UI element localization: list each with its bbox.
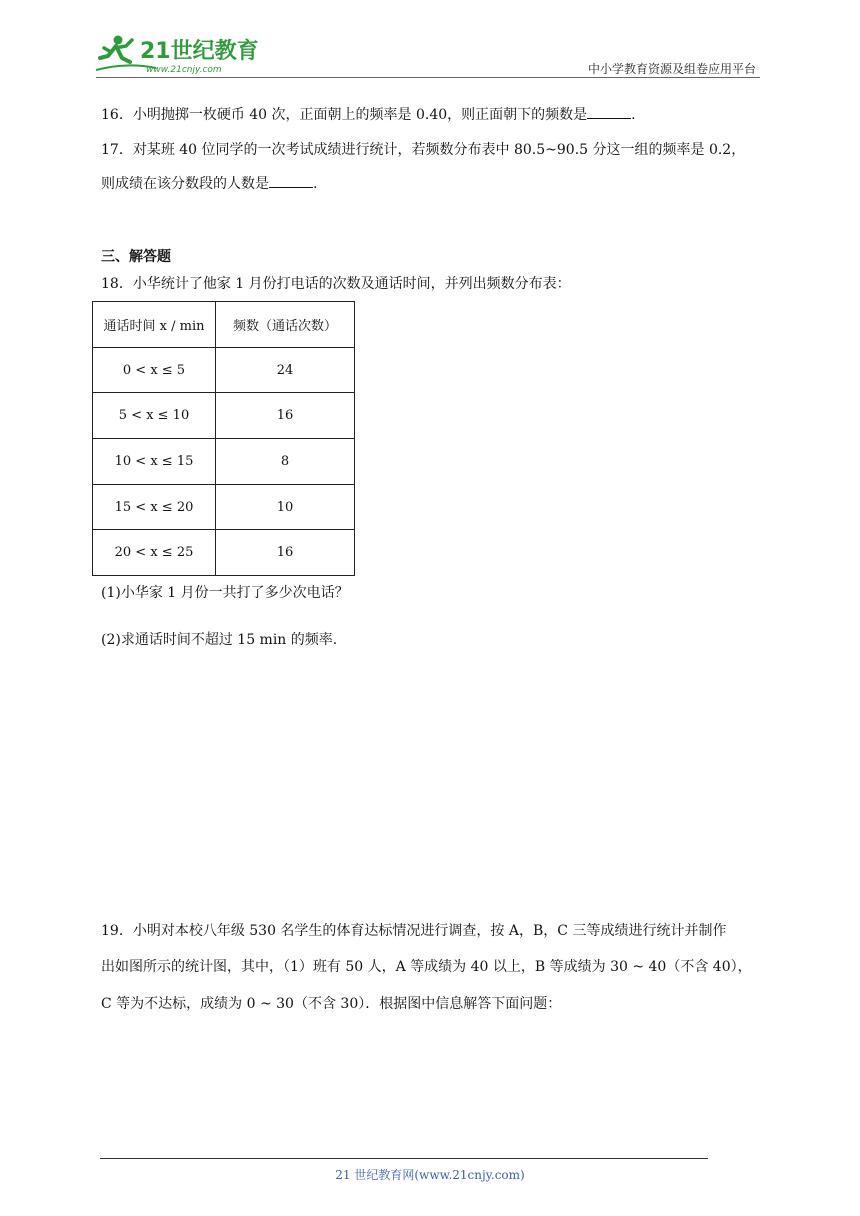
site-logo[interactable] bbox=[96, 32, 266, 76]
page-header bbox=[96, 32, 760, 78]
frequency-table bbox=[92, 301, 355, 576]
table-row bbox=[93, 393, 355, 439]
question-17-end: . bbox=[313, 176, 318, 192]
footer-divider bbox=[100, 1158, 708, 1159]
question-17-line2 bbox=[101, 173, 317, 194]
table-header-row bbox=[93, 302, 355, 348]
table-row bbox=[93, 484, 355, 530]
table-cell-range: 20 < x ≤ 25 bbox=[93, 530, 216, 576]
question-19-line1: 19．小明对本校八年级 530 名学生的体育达标情况进行调查，按 A，B，C 三等成绩进行统计并制作 bbox=[101, 923, 727, 939]
runner-logo-icon bbox=[96, 32, 266, 76]
svg-text:21世纪教育: 21世纪教育 bbox=[140, 39, 259, 64]
table-cell-count: 8 bbox=[216, 439, 355, 485]
table-row bbox=[93, 439, 355, 485]
header-divider bbox=[96, 77, 760, 78]
table-row bbox=[93, 347, 355, 393]
table-cell-range: 5 < x ≤ 10 bbox=[93, 393, 216, 439]
svg-text:www.21cnjy.com: www.21cnjy.com bbox=[146, 65, 222, 75]
question-18-part1: (1)小华家 1 月份一共打了多少次电话？ bbox=[101, 585, 349, 601]
question-17-line1: 17．对某班 40 位同学的一次考试成绩进行统计，若频数分布表中 80.5~90.5 分这一组的频率是 0.2， bbox=[101, 142, 746, 158]
table-header-count: 频数（通话次数） bbox=[216, 302, 355, 348]
answer-blank-17[interactable] bbox=[269, 173, 313, 188]
table-row bbox=[93, 530, 355, 576]
question-18-intro: 18．小华统计了他家 1 月份打电话的次数及通话时间，并列出频数分布表： bbox=[101, 276, 571, 292]
table-cell-range: 15 < x ≤ 20 bbox=[93, 484, 216, 530]
question-18-part2: (2)求通话时间不超过 15 min 的频率. bbox=[101, 632, 338, 648]
question-16 bbox=[101, 104, 636, 125]
question-17-text: 则成绩在该分数段的人数是 bbox=[101, 176, 269, 192]
table-cell-count: 10 bbox=[216, 484, 355, 530]
question-19-line2: 出如图所示的统计图，其中，（1）班有 50 人，A 等成绩为 40 以上，B 等成绩为 30 ~ 40（不含 40）， bbox=[101, 959, 752, 975]
question-16-text: 16．小明抛掷一枚硬币 40 次，正面朝上的频率是 0.40，则正面朝下的频数是 bbox=[101, 107, 588, 123]
footer-link[interactable]: 21 世纪教育网(www.21cnjy.com) bbox=[335, 1168, 525, 1182]
table-cell-count: 16 bbox=[216, 530, 355, 576]
table-cell-range: 0 < x ≤ 5 bbox=[93, 347, 216, 393]
question-16-end: . bbox=[631, 107, 636, 123]
table-cell-count: 24 bbox=[216, 347, 355, 393]
table-cell-count: 16 bbox=[216, 393, 355, 439]
table-cell-range: 10 < x ≤ 15 bbox=[93, 439, 216, 485]
table-header-time: 通话时间 x / min bbox=[93, 302, 216, 348]
answer-blank-16[interactable] bbox=[587, 104, 631, 119]
section-title: 三、解答题 bbox=[101, 249, 171, 265]
platform-tagline: 中小学教育资源及组卷应用平台 bbox=[587, 62, 756, 76]
question-19-line3: C 等为不达标，成绩为 0 ~ 30（不含 30）．根据图中信息解答下面问题： bbox=[101, 996, 562, 1012]
